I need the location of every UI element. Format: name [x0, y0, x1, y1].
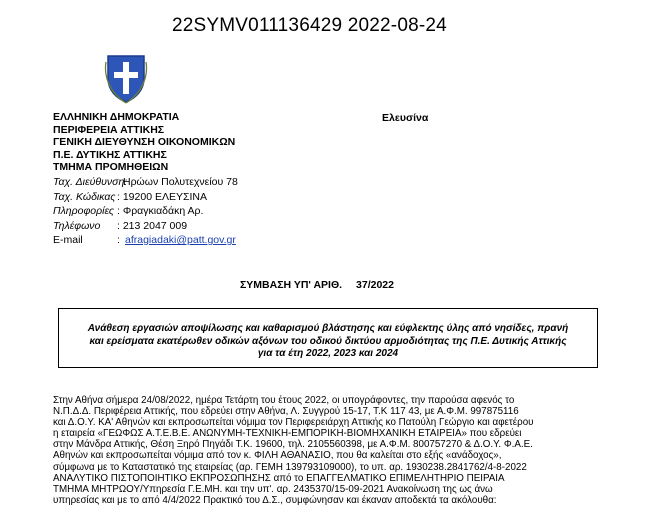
subject-line: Ανάθεση εργασιών αποψίλωσης και καθαρισμού βλάστησης και εύφλεκτης ύλης από νησίδες, πρανή [87, 323, 569, 334]
body-line: στην Μάνδρα Αττικής, Θέση Ξηρό Πηγάδι Τ.Κ. 19600, τηλ. 2105560398, με Α.Φ.Μ. 800757270 & Δ.Ο.Υ. Φ.Α.Ε. [53, 439, 533, 451]
header-line: ΤΜΗΜΑ ΠΡΟΜΗΘΕΙΩΝ [53, 161, 169, 174]
header-line: ΕΛΛΗΝΙΚΗ ΔΗΜΟΚΡΑΤΙΑ [53, 111, 180, 123]
contract-subject-box [58, 308, 598, 368]
contract-title [240, 279, 394, 291]
email-separator: : [117, 234, 120, 246]
phone-value: : 213 2047 009 [117, 219, 188, 232]
body-line: ΑΝΑΛΥΤΙΚΟ ΠΙΣΤΟΠΟΙΗΤΙΚΟ ΕΚΠΡΟΣΩΠΗΣΗΣ από το ΕΠΑΓΓΕΛΜΑΤΙΚΟ ΕΠΙΜΕΛΗΤΗΡΙΟ ΠΕΙΡΑΙΑ [53, 472, 505, 484]
contract-title-label: ΣΥΜΒΑΣΗ ΥΠ' ΑΡΙΘ. [240, 279, 343, 291]
contract-number: 37/2022 [356, 279, 394, 291]
contact-details [53, 175, 238, 248]
phone-row [53, 219, 238, 234]
postal-label: Ταχ. Κώδικας [53, 190, 116, 203]
subject-line: και ερείσματα εκατέρωθεν οδικών αξόνων του οδικού δικτύου αρμοδιότητας της Π.Ε. Δυτικής Αττικής [89, 335, 567, 347]
header-line: ΓΕΝΙΚΗ ΔΙΕΥΘΥΝΣΗ ΟΙΚΟΝΟΜΙΚΩΝ [53, 136, 236, 149]
info-label: Πληροφορίες [53, 205, 114, 217]
subject-line: για τα έτη 2022, 2023 και 2024 [257, 348, 399, 360]
email-label: E-mail [53, 234, 83, 246]
address-row [53, 175, 238, 190]
phone-label: Τηλέφωνο [53, 219, 101, 232]
body-line: ΤΜΗΜΑ ΜΗΤΡΩΟΥ/Υπηρεσία Γ.Ε.ΜΗ. και την υπ'. αρ. 2435370/15-09-2021 Ανακοίνωση της ως άνω [53, 483, 493, 495]
info-row [53, 204, 238, 219]
postal-row [53, 190, 238, 205]
body-line: σύμφωνα με το Καταστατικό της εταιρείας (αρ. ΓΕΜΗ 139793109000), το υπ. αρ. 1930238.2841762/4-8-2022 [53, 461, 527, 473]
issuer-header [53, 111, 235, 174]
body-line: η εταιρεία «ΓΕΩΦΩΣ Α.Τ.Ε.Β.Ε. ΑΝΩΝΥΜΗ-ΤΕΧΝΙΚΗ-ΕΜΠΟΡΙΚΗ-ΒΙΟΜΗΧΑΝΙΚΗ ΕΤΑΙΡΕΙΑ» που εδρεύει [53, 428, 522, 440]
postal-value: : 19200 ΕΛΕΥΣΙΝΑ [117, 190, 207, 203]
header-line: Π.Ε. ΔΥΤΙΚΗΣ ΑΤΤΙΚΗΣ [53, 148, 167, 161]
contract-body [53, 395, 608, 506]
body-line: Στην Αθήνα σήμερα 24/08/2022, ημέρα Τετάρτη του έτους 2022, οι υπογράφοντες, την παρούσα αφενός το [53, 395, 515, 406]
greek-coat-of-arms-icon [104, 52, 148, 104]
document-id: 22SYMV011136429 2022-08-24 [172, 15, 447, 36]
body-line: και Δ.Ο.Υ. ΚΑ' Αθηνών και εκπροσωπείται νόμιμα τον Περιφερειάρχη Αττικής κο Πατούλη Γεώργιο και αφετέρου [53, 417, 534, 429]
address-value: Ηρώων Πολυτεχνείου 78 [123, 176, 238, 188]
body-line: υπηρεσίας και με το από 4/4/2022 Πρακτικό του Δ.Σ., συμφώνησαν και έκαναν αποδεκτά τα ακόλουθα: [53, 494, 497, 506]
body-line: Ν.Π.Δ.Δ. Περιφέρεια Αττικής, που εδρεύει στην Αθήνα, Λ. Συγγρού 15-17, Τ.Κ 117 43, με Α.Φ.Μ. 997875116 [53, 406, 519, 418]
city-label: Ελευσίνα [382, 112, 429, 124]
header-line: ΠΕΡΙΦΕΡΕΙΑ ΑΤΤΙΚΗΣ [53, 123, 165, 136]
email-row [53, 233, 238, 248]
body-line: Αθηνών και εκπροσωπείται νόμιμα από τον κ. ΦΙΛΗ ΑΘΑΝΑΣΙΟ, που θα καλείται στο εξής «ανάδοχος», [53, 450, 502, 462]
info-value: : Φραγκιαδάκη Αρ. [117, 205, 204, 217]
email-link[interactable]: afragiadaki@patt.gov.gr [125, 234, 236, 246]
address-label: Ταχ. Διεύθυνση: [53, 176, 128, 188]
